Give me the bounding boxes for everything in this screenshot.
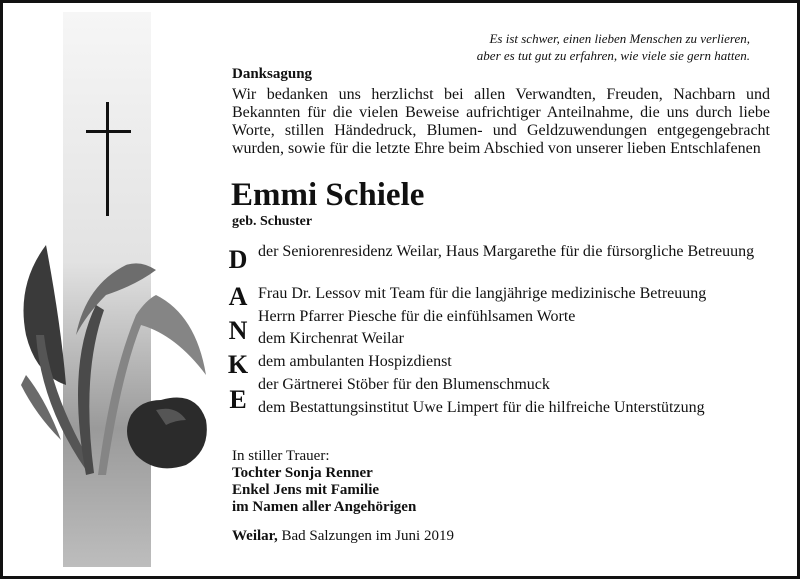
quote-line-1: Es ist schwer, einen lieben Menschen zu verlieren, [489,31,750,46]
calla-lily-icon [6,225,216,495]
place-date [232,528,454,545]
danke-item: der Seniorenresidenz Weilar, Haus Margarethe für die fürsorgliche Betreuung [258,243,755,260]
cross-icon [106,102,109,216]
cross-icon-bar [86,130,131,133]
deceased-name: Emmi Schiele [231,177,425,213]
danke-letter: N [228,316,248,345]
danke-item: Frau Dr. Lessov mit Team für die langjährige medizinische Betreuung [258,285,707,302]
thanks-text: Wir bedanken uns herzlichst bei allen Verwandten, Freuden, Nachbarn und Bekannten für die vielen Beweise aufrichtiger Anteilnahme, die uns durch liebe Worte, stillen Händedruck, Blumen- und Geldzuwendungen entgegengebracht wurden, sowie für die letzte Ehre beim Abschied von unserer lieben Entschlafenen [232,86,770,157]
danke-item: der Gärtnerei Stöber für den Blumenschmuck [258,376,550,393]
danke-letter: D [228,245,248,274]
date-line: Bad Salzungen im Juni 2019 [281,528,454,544]
maiden-name: geb. Schuster [232,214,313,229]
mourner-line: Enkel Jens mit Familie [232,482,380,498]
mourners-intro: In stiller Trauer: [232,448,330,464]
place: Weilar, [232,528,278,544]
danke-letter: K [227,350,249,379]
danke-letter: A [228,282,248,311]
danke-item: dem ambulanten Hospizdienst [258,353,452,370]
mourner-line: Tochter Sonja Renner [232,465,373,481]
danke-item: dem Kirchenrat Weilar [258,330,404,347]
quote-line-2: aber es tut gut zu erfahren, wie viele sie gern hatten. [476,48,750,63]
quote [420,30,750,64]
danke-letter: E [229,385,247,414]
mourner-line: im Namen aller Angehörigen [232,499,417,515]
danke-item: dem Bestattungsinstitut Uwe Limpert für die hilfreiche Unterstützung [258,399,705,416]
danke-item: Herrn Pfarrer Piesche für die einfühlsamen Worte [258,308,576,325]
thanks-heading: Danksagung [232,66,313,82]
